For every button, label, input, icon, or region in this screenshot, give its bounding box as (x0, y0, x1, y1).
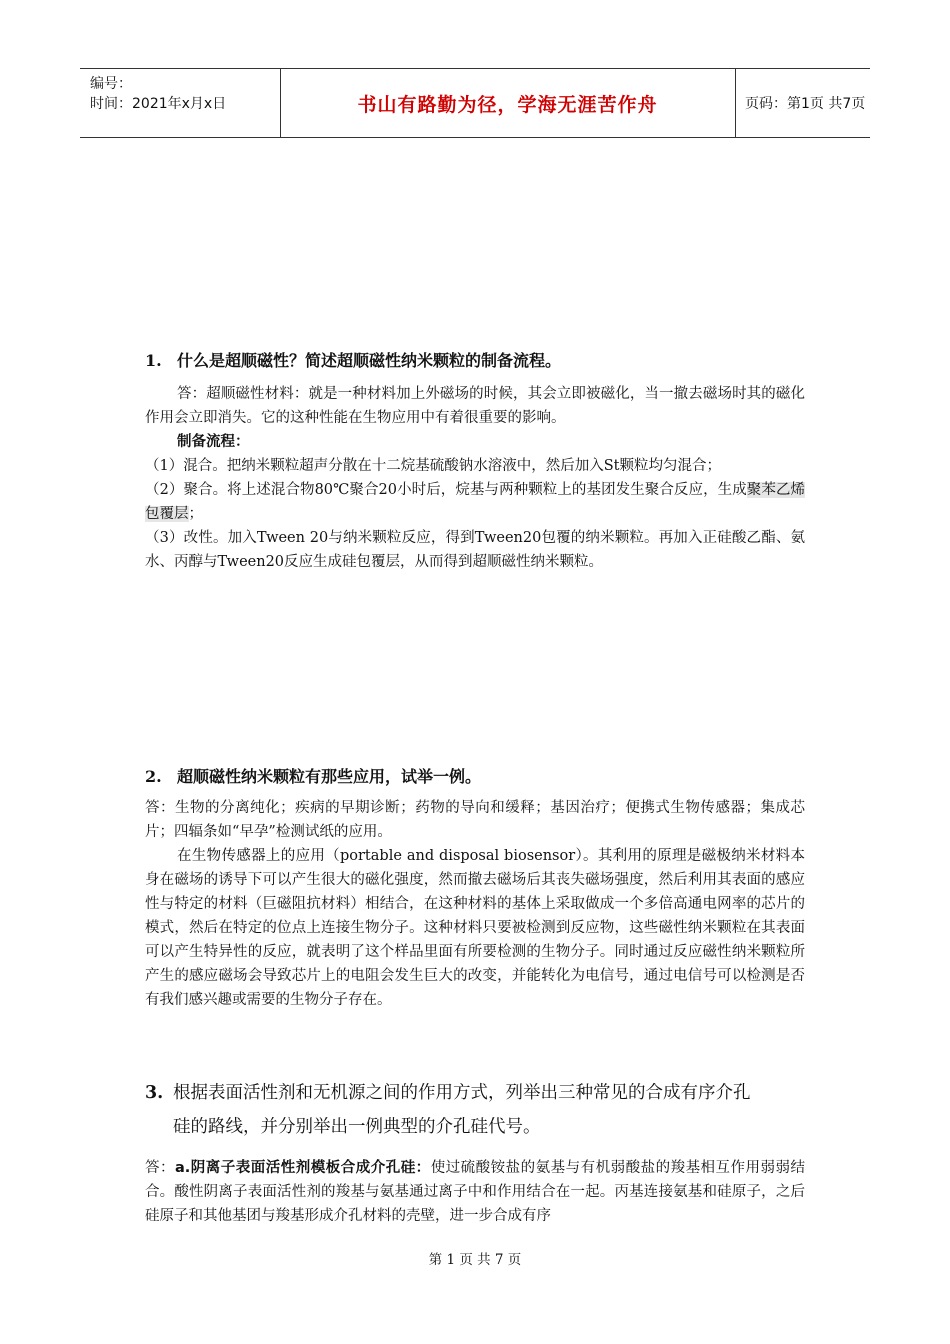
question-2-number: 2. (145, 767, 162, 786)
q3-answer-bold: a.阴离子表面活性剂模板合成介孔硅： (175, 1160, 431, 1176)
q3-answer-text: 使过硫酸铵盐的氨基与有机弱酸盐的羧基相互作用弱弱结合。酸性阴离子表面活性剂的羧基与氨基通过离子中和作用结合在一起。丙基连接氨基和硅原子，之后硅原子和其他基团与羧基形成介孔材料的壳壁，进一步合成有序 (145, 1160, 806, 1224)
header-meta (80, 69, 281, 137)
q2-answer: 答：生物的分离纯化；疾病的早期诊断；药物的导向和缓释；基因治疗；便携式生物传感器；集成芯片；四辐条如“早孕”检测试纸的应用。 (145, 800, 805, 840)
q1-answer: 答：超顺磁性材料：就是一种材料加上外磁场的时候，其会立即被磁化，当一撤去磁场时其的磁化作用会立即消失。它的这种性能在生物应用中有着很重要的影响。 (145, 386, 805, 426)
q3-answer (145, 1156, 805, 1228)
q1-process-heading: 制备流程： (177, 434, 250, 450)
document-header (80, 68, 870, 138)
q1-step-2-end: ； (188, 506, 203, 522)
question-3-number: 3. (145, 1083, 164, 1103)
time-label: 时间：2021年x月x日 (90, 96, 227, 112)
question-3-title (145, 1076, 810, 1144)
question-3-line-2: 硅的路线，并分别举出一例典型的介孔硅代号。 (173, 1117, 541, 1137)
q2-paragraph: 在生物传感器上的应用（portable and disposal biosensor）。其利用的原理是磁极纳米材料本身在磁场的诱导下可以产生很大的磁化强度，然而撤去磁场后其丧失磁场强度，然后利用其表面的感应性与特定的材料（巨磁阻抗材料）相结合，在这种材料的基体上采取做成一个多倍高通电网率的芯片的模式，然后在特定的位点上连接生物分子。这种材料只要被检测到反应物，这些磁性纳米颗粒在其表面可以产生特异性的反应，就表明了这个样品里面有所要检测的生物分子。同时通过反应磁性纳米颗粒所产生的感应磁场会导致芯片上的电阻会发生巨大的改变，并能转化为电信号，通过电信号可以检测是否有我们感兴趣或需要的生物分子存在。 (145, 848, 805, 1008)
q3-answer-prefix: 答： (145, 1160, 175, 1176)
question-2-title (145, 764, 481, 787)
q1-step-2-text: （2）聚合。将上述混合物80℃聚合20小时后，烷基与两种颗粒上的基团发生聚合反应，生成 (145, 482, 747, 498)
q1-step-3: （3）改性。加入Tween 20与纳米颗粒反应，得到Tween20包覆的纳米颗粒。再加入正硅酸乙酯、氨水、丙醇与Tween20反应生成硅包覆层，从而得到超顺磁性纳米颗粒。 (145, 530, 805, 570)
q1-step-2 (145, 478, 805, 526)
question-1-body (145, 382, 805, 574)
code-label: 编号： (90, 76, 132, 92)
header-motto: 书山有路勤为径，学海无涯苦作舟 (280, 69, 736, 137)
q1-step-2-highlight: 聚苯乙烯包覆层 (145, 482, 806, 522)
question-2-text: 超顺磁性纳米颗粒有那些应用，试举一例。 (177, 767, 482, 786)
question-3-line-1: 根据表面活性剂和无机源之间的作用方式，列举出三种常见的合成有序介孔 (173, 1083, 751, 1103)
header-page-label: 页码：第1页 共7页 (745, 96, 866, 112)
page-footer: 第 1 页 共 7 页 (428, 1252, 522, 1268)
q1-step-1: （1）混合。把纳米颗粒超声分散在十二烷基硫酸钠水溶液中，然后加入St颗粒均匀混合； (145, 458, 721, 474)
question-1-title (145, 348, 561, 371)
question-1-text: 什么是超顺磁性？简述超顺磁性纳米颗粒的制备流程。 (177, 351, 562, 370)
question-3-body (145, 1156, 805, 1228)
question-1-number: 1. (145, 351, 162, 370)
question-2-body (145, 796, 805, 1012)
